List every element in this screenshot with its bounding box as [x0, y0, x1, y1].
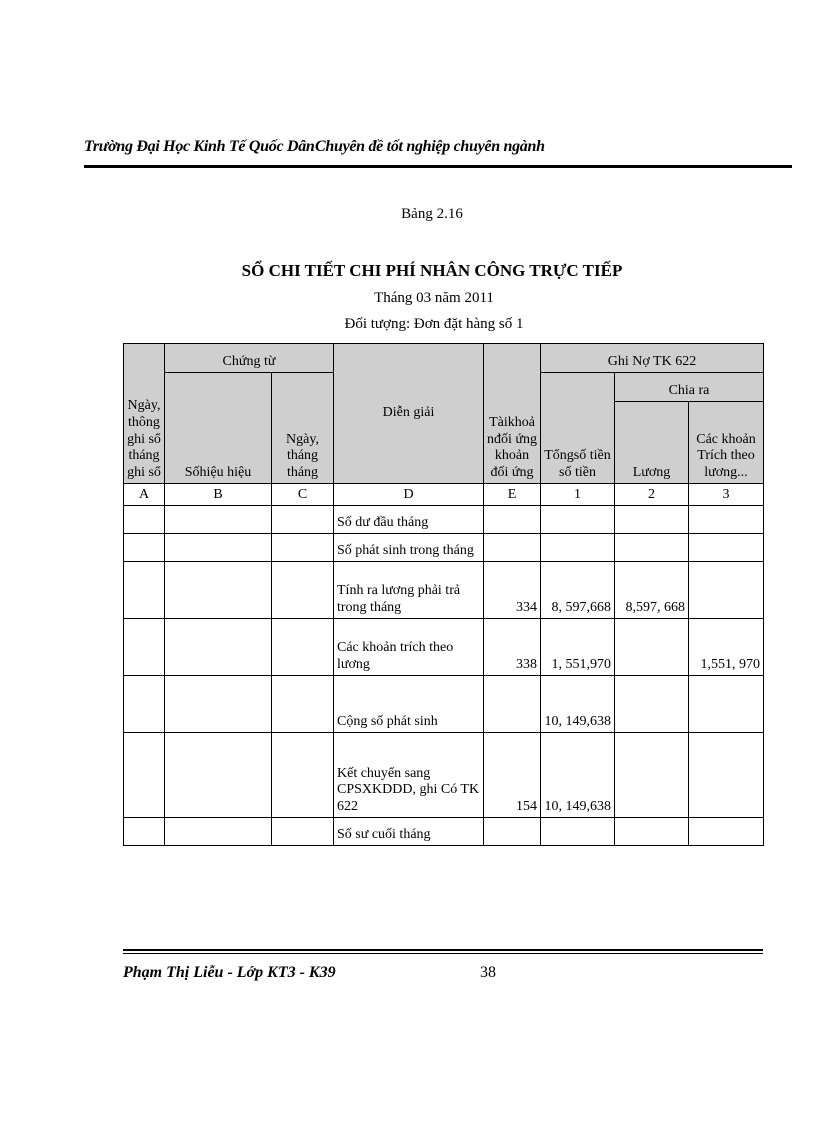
row-deductions [689, 534, 764, 562]
code-cell: 2 [615, 484, 689, 506]
col-voucher-date-header: Ngày, tháng tháng [272, 373, 334, 484]
subject-text: Đối tượng: Đơn đặt hàng số 1 [344, 316, 524, 332]
row-description: Cộng số phát sinh [334, 676, 484, 733]
table-row [124, 818, 764, 846]
row-total [541, 506, 615, 534]
col-voucher-header: Chứng từ [165, 344, 334, 373]
row-account: 338 [484, 619, 541, 676]
row-total: 10, 149,638 [541, 676, 615, 733]
col-deductions-header: Các khoản Trích theo lương... [689, 402, 764, 484]
row-deductions [689, 676, 764, 733]
row-account [484, 818, 541, 846]
footer-author: Phạm Thị Liễu - Lớp KT3 - K39 [123, 964, 336, 981]
row-description: Tính ra lương phải trả trong tháng [334, 562, 484, 619]
code-cell: D [334, 484, 484, 506]
row-salary: 8,597, 668 [615, 562, 689, 619]
row-total: 8, 597,668 [541, 562, 615, 619]
row-account [484, 534, 541, 562]
code-row [124, 484, 764, 506]
table-row [124, 562, 764, 619]
row-salary [615, 676, 689, 733]
ledger-table [123, 343, 764, 846]
row-salary [615, 733, 689, 818]
table-row [124, 534, 764, 562]
col-date-header: Ngày, thông ghi sổ tháng ghi sổ [124, 344, 165, 484]
row-total [541, 818, 615, 846]
row-account: 334 [484, 562, 541, 619]
col-description-header: Diễn giải [334, 344, 484, 484]
table-label: Bảng 2.16 [401, 206, 463, 222]
row-total: 10, 149,638 [541, 733, 615, 818]
code-cell: B [165, 484, 272, 506]
row-total: 1, 551,970 [541, 619, 615, 676]
row-account [484, 676, 541, 733]
row-description: Số phát sinh trong tháng [334, 534, 484, 562]
row-account [484, 506, 541, 534]
page-number: 38 [480, 964, 496, 981]
col-salary-header: Lương [615, 402, 689, 484]
footer-divider [123, 949, 763, 951]
col-total-header: Tổngsố tiền số tiền [541, 373, 615, 484]
header-divider [84, 165, 792, 168]
table-row [124, 506, 764, 534]
row-deductions [689, 733, 764, 818]
row-total [541, 534, 615, 562]
table-row [124, 619, 764, 676]
row-description: Số dư đầu tháng [334, 506, 484, 534]
header-left: Trường Đại Học Kinh Tế Quốc Dân [84, 138, 315, 155]
row-description: Các khoản trích theo lương [334, 619, 484, 676]
row-deductions [689, 562, 764, 619]
row-deductions [689, 818, 764, 846]
table-row [124, 733, 764, 818]
row-deductions [689, 506, 764, 534]
code-cell: 3 [689, 484, 764, 506]
col-account-header: Tàikhoả nđối ứng khoản đối ứng [484, 344, 541, 484]
row-account: 154 [484, 733, 541, 818]
footer-divider [123, 953, 763, 954]
col-split-header: Chia ra [615, 373, 764, 402]
row-description: Số sư cuối tháng [334, 818, 484, 846]
col-voucher-no-header: Sốhiệu hiệu [165, 373, 272, 484]
row-salary [615, 619, 689, 676]
col-debit-header: Ghi Nợ TK 622 [541, 344, 764, 373]
code-cell: 1 [541, 484, 615, 506]
row-salary [615, 506, 689, 534]
page-header [84, 138, 545, 156]
header-right: Chuyên đề tốt nghiệp chuyên ngành [315, 138, 545, 155]
row-deductions: 1,551, 970 [689, 619, 764, 676]
row-salary [615, 534, 689, 562]
table-row [124, 676, 764, 733]
code-cell: E [484, 484, 541, 506]
period-text: Tháng 03 năm 2011 [374, 290, 494, 306]
code-cell: C [272, 484, 334, 506]
row-description: Kết chuyển sang CPSXKDDD, ghi Có TK 622 [334, 733, 484, 818]
row-salary [615, 818, 689, 846]
code-cell: A [124, 484, 165, 506]
document-title: SỔ CHI TIẾT CHI PHÍ NHÂN CÔNG TRỰC TIẾP [241, 261, 623, 280]
